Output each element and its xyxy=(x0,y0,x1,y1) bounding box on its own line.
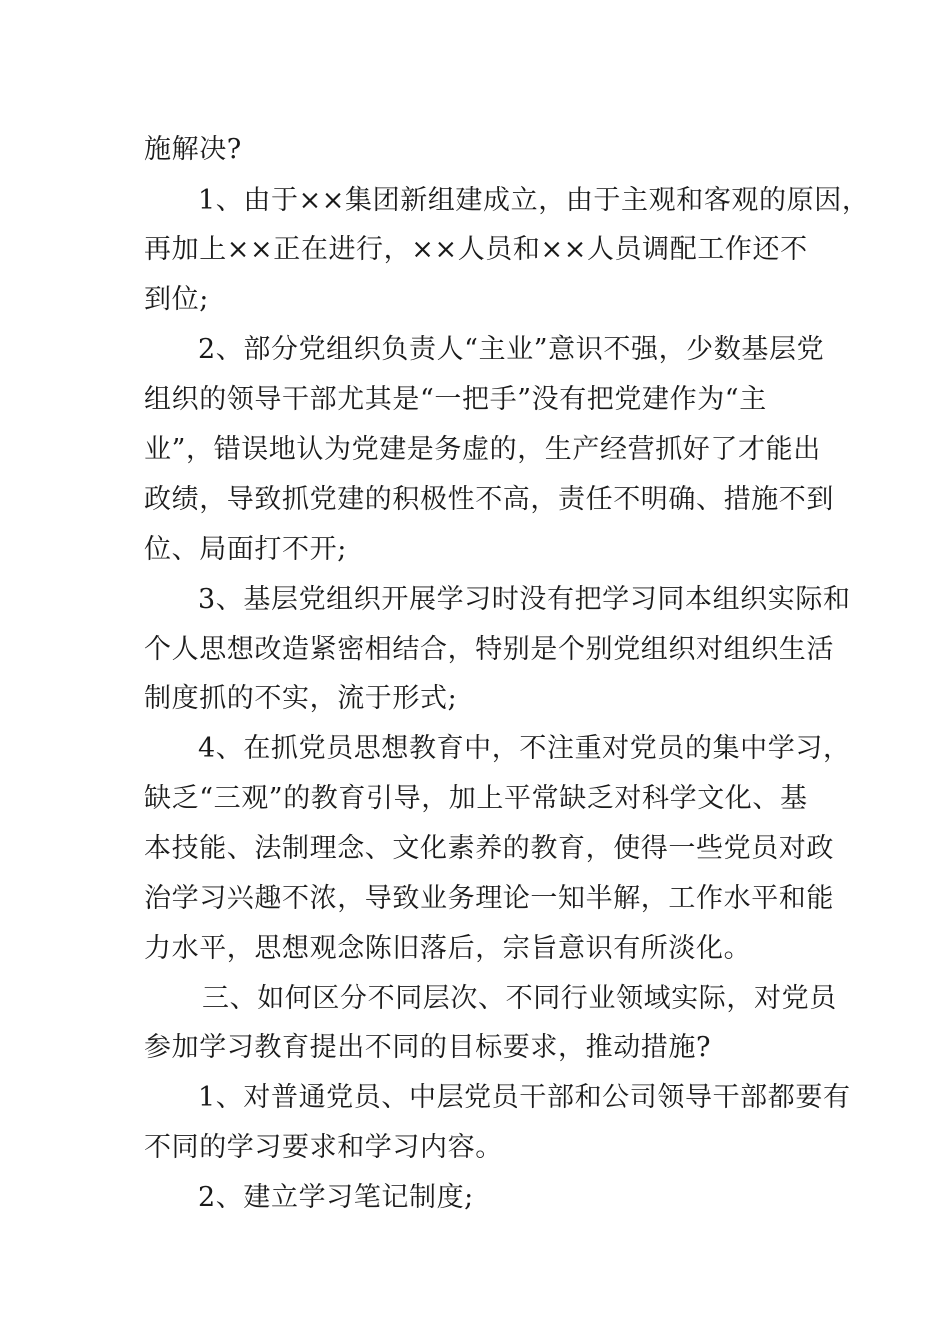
text-line: 2、建立学习笔记制度; xyxy=(198,1182,474,1213)
section-heading: 三、如何区分不同层次、不同行业领域实际，对党员 xyxy=(202,983,837,1014)
text-line: 本技能、法制理念、文化素养的教育，使得一些党员对政 xyxy=(144,833,834,864)
text-line: 再加上××正在进行，××人员和××人员调配工作还不 xyxy=(144,234,808,265)
text-line: 治学习兴趣不浓，导致业务理论一知半解，工作水平和能 xyxy=(144,883,834,914)
text-line: 缺乏“三观”的教育引导，加上平常缺乏对科学文化、基 xyxy=(144,783,808,814)
text-line: 不同的学习要求和学习内容。 xyxy=(144,1132,503,1163)
text-line: 政绩，导致抓党建的积极性不高，责任不明确、措施不到 xyxy=(144,484,834,515)
text-line: 1、对普通党员、中层党员干部和公司领导干部都要有 xyxy=(198,1082,851,1113)
text-line: 3、基层党组织开展学习时没有把学习同本组织实际和 xyxy=(198,584,851,615)
text-line: 个人思想改造紧密相结合，特别是个别党组织对组织生活 xyxy=(144,634,834,665)
text-line: 参加学习教育提出不同的目标要求，推动措施? xyxy=(144,1032,712,1063)
text-line: 2、部分党组织负责人“主业”意识不强，少数基层党 xyxy=(198,334,825,365)
text-line: 4、在抓党员思想教育中，不注重对党员的集中学习， xyxy=(198,733,851,764)
text-line: 业”，错误地认为党建是务虚的，生产经营抓好了才能出 xyxy=(144,434,821,465)
text-line: 组织的领导干部尤其是“一把手”没有把党建作为“主 xyxy=(144,384,767,415)
text-line: 制度抓的不实，流于形式; xyxy=(144,683,458,714)
text-line: 施解决? xyxy=(144,134,242,165)
text-line: 力水平，思想观念陈旧落后，宗旨意识有所淡化。 xyxy=(144,933,752,964)
text-line: 到位; xyxy=(144,284,209,315)
text-line: 位、局面打不开; xyxy=(144,534,347,565)
text-line: 1、由于××集团新组建成立，由于主观和客观的原因， xyxy=(198,185,870,216)
